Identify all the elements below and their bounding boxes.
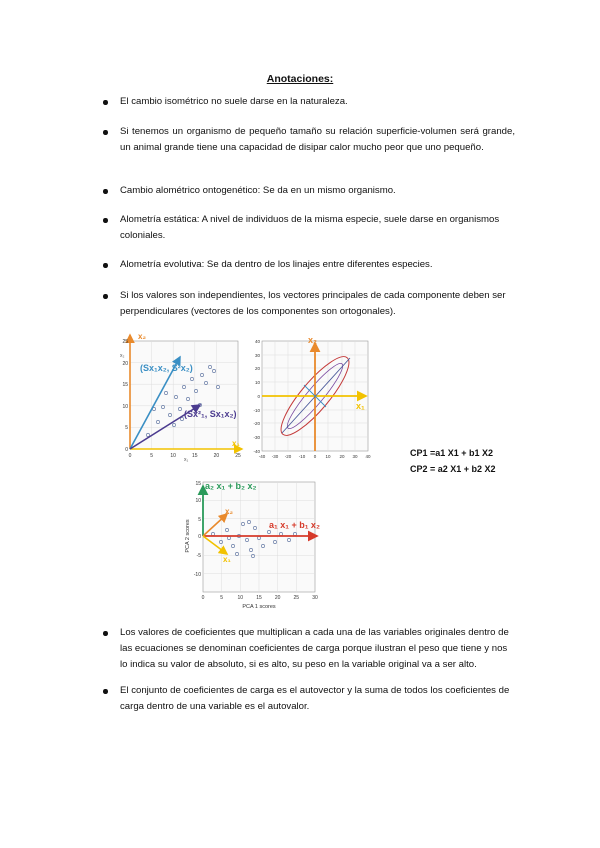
svg-text:15: 15: [192, 453, 198, 459]
equation-cp1: CP1 =a1 X1 + b1 X2: [410, 448, 494, 458]
equation-cp2: CP2 = a2 X1 + b2 X2: [410, 464, 496, 474]
svg-text:30: 30: [352, 454, 358, 459]
x-tick-labels: [202, 595, 318, 601]
y-tick-labels: [194, 481, 201, 578]
x1-loading-label: x₁: [223, 555, 231, 564]
bullet-dot: [103, 631, 108, 636]
svg-text:25: 25: [235, 453, 241, 459]
page-title: Anotaciones:: [266, 73, 334, 85]
svg-text:-30: -30: [253, 435, 260, 440]
ellipse-principal-axes-plot: [252, 333, 376, 465]
x-axis-label: x₁: [184, 457, 189, 463]
svg-text:0: 0: [128, 453, 132, 459]
svg-text:-20: -20: [284, 454, 292, 459]
svg-text:30: 30: [254, 353, 260, 358]
svg-text:20: 20: [274, 595, 281, 601]
blue-vector-label: (Sx₁x₂, S²x₂): [140, 363, 193, 373]
svg-text:10: 10: [254, 380, 260, 385]
svg-text:0: 0: [201, 595, 205, 601]
list-item: [103, 183, 515, 199]
svg-text:-10: -10: [193, 572, 201, 578]
svg-text:15: 15: [122, 382, 128, 388]
list-item: [103, 212, 515, 244]
svg-text:0: 0: [257, 394, 260, 399]
svg-text:10: 10: [122, 404, 128, 410]
axis-name-x1: x₁: [232, 439, 240, 448]
svg-text:30: 30: [312, 595, 318, 601]
svg-text:-10: -10: [298, 454, 306, 459]
y-axis-label: PCA 2 scores: [185, 519, 191, 553]
svg-text:10: 10: [170, 453, 176, 459]
covariance-vectors-plot: [118, 327, 252, 464]
svg-text:5: 5: [198, 517, 201, 523]
svg-text:-5: -5: [196, 553, 201, 559]
svg-text:10: 10: [237, 595, 244, 601]
y-axis-label: x₂: [120, 353, 125, 359]
pc1-equation-label: a₁ x₁ + b₁ x₂: [269, 520, 320, 530]
svg-text:15: 15: [195, 481, 201, 487]
list-item: [103, 683, 515, 715]
svg-text:40: 40: [254, 339, 260, 344]
bullet-dot: [103, 294, 108, 299]
svg-text:5: 5: [220, 595, 224, 601]
x2-loading-label: x₂: [225, 507, 234, 516]
svg-text:25: 25: [293, 595, 300, 601]
svg-text:5: 5: [125, 425, 128, 431]
bullet-text: El cambio isométrico no suele darse en la naturaleza.: [120, 96, 348, 107]
bullet-text: Alometría estática: A nivel de individuos de la misma especie, suele darse en organismos coloniales.: [120, 214, 500, 241]
svg-text:40: 40: [365, 454, 371, 459]
axis-name-x2: x₂: [138, 332, 147, 341]
list-item: [103, 124, 515, 156]
svg-text:5: 5: [150, 453, 153, 459]
bullet-text: Si los valores son independientes, los vectores principales de cada componente deben ser perpendiculares (vectores de los componentes son ortogonales).: [120, 290, 506, 317]
list-item: [103, 625, 515, 673]
bullet-text: Cambio alométrico ontogenético: Se da en un mismo organismo.: [120, 185, 396, 196]
plot-area: [130, 341, 238, 449]
list-item: [103, 288, 515, 320]
svg-text:-30: -30: [271, 454, 279, 459]
axis-name-x1: x₁: [356, 401, 365, 411]
svg-text:25: 25: [122, 339, 128, 345]
list-item: [103, 94, 515, 110]
pc2-equation-label: a₂ x₁ + b₂ x₂: [205, 481, 257, 491]
purple-vector-label: (Sx²₁, Sx₁x₂): [184, 409, 237, 419]
bullet-dot: [103, 689, 108, 694]
svg-text:0: 0: [125, 447, 128, 453]
svg-text:-40: -40: [258, 454, 266, 459]
svg-text:20: 20: [122, 361, 128, 367]
bullet-dot: [103, 189, 108, 194]
bullet-dot: [103, 130, 108, 135]
svg-text:-10: -10: [253, 408, 260, 413]
svg-text:-40: -40: [253, 449, 260, 454]
pca-scores-plot: [183, 476, 323, 610]
svg-text:10: 10: [195, 498, 201, 504]
bullet-text: Los valores de coeficientes que multiplican a cada una de las variables originales dentro de las ecuaciones se denominan coeficientes de carga porque ilustran el peso que tiene y nos lo indica su valor de absoluto, si es alto, su peso en la variable original va a ser alto.: [120, 627, 509, 670]
bullet-text: Si tenemos un organismo de pequeño tamaño su relación superficie-volumen será grande, un animal grande tiene una capacidad de disipar calor mucho peor que uno pequeño.: [120, 126, 515, 153]
svg-text:0: 0: [313, 454, 317, 459]
bullet-text: El conjunto de coeficientes de carga es el autovector y la suma de todos los coeficientes de carga dentro de una variable es el autovalor.: [120, 685, 510, 712]
bullet-dot: [103, 263, 108, 268]
x-tick-labels: [259, 454, 371, 459]
y-tick-labels: [253, 339, 260, 454]
bullet-dot: [103, 218, 108, 223]
svg-text:-20: -20: [253, 421, 260, 426]
x-axis-label: PCA 1 scores: [242, 604, 276, 610]
svg-text:20: 20: [213, 453, 220, 459]
axis-name-x2: x₂: [308, 335, 318, 345]
bullet-dot: [103, 100, 108, 105]
svg-text:10: 10: [325, 454, 331, 459]
svg-text:0: 0: [198, 534, 201, 540]
svg-text:15: 15: [256, 595, 262, 601]
list-item: [103, 257, 515, 273]
svg-text:20: 20: [254, 366, 260, 371]
bullet-text: Alometría evolutiva: Se da dentro de los linajes entre diferentes especies.: [120, 259, 433, 270]
svg-text:20: 20: [339, 454, 345, 459]
